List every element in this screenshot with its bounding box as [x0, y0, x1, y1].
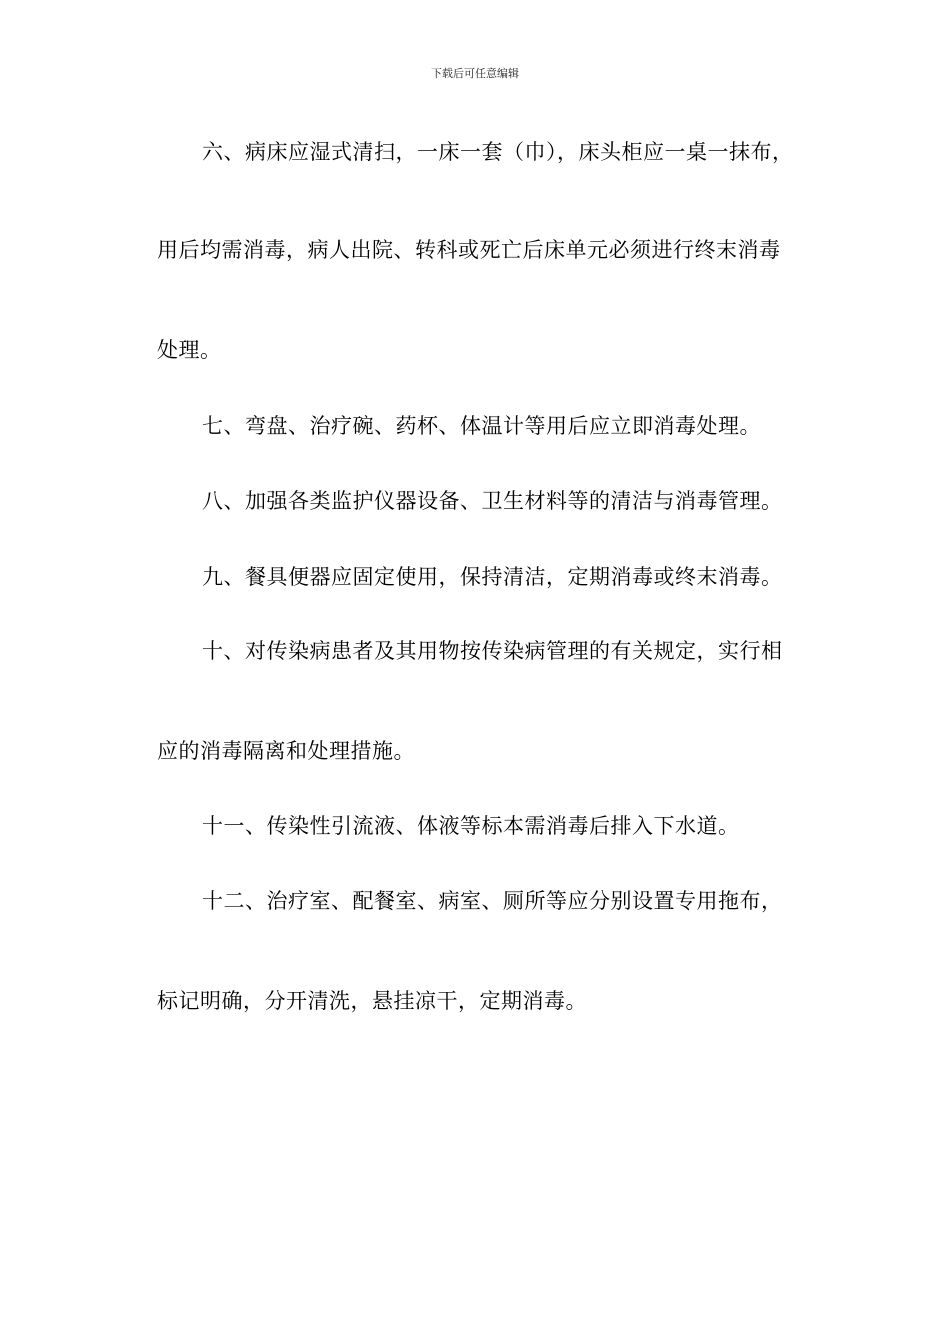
paragraph-line: 八、加强各类监护仪器设备、卫生材料等的清洁与消毒管理。	[202, 489, 783, 513]
paragraph-line: 标记明确，分开清洗，悬挂凉干，定期消毒。	[157, 989, 587, 1013]
paragraph-line: 七、弯盘、治疗碗、药杯、体温计等用后应立即消毒处理。	[202, 414, 761, 438]
paragraph-line: 十二、治疗室、配餐室、病室、厕所等应分别设置专用拖布，	[202, 889, 783, 913]
paragraph-line: 十、对传染病患者及其用物按传染病管理的有关规定，实行相	[202, 639, 783, 663]
paragraph-line: 处理。	[157, 338, 222, 362]
paragraph-line: 六、病床应湿式清扫，一床一套（巾），床头柜应一桌一抹布，	[202, 140, 794, 164]
paragraph-line: 十一、传染性引流液、体液等标本需消毒后排入下水道。	[202, 814, 740, 838]
paragraph-line: 九、餐具便器应固定使用，保持清洁，定期消毒或终末消毒。	[202, 565, 783, 589]
paragraph-line: 用后均需消毒，病人出院、转科或死亡后床单元必须进行终末消毒	[157, 238, 781, 262]
paragraph-line: 应的消毒隔离和处理措施。	[157, 739, 415, 763]
page-header: 下载后可任意编辑	[431, 67, 519, 80]
